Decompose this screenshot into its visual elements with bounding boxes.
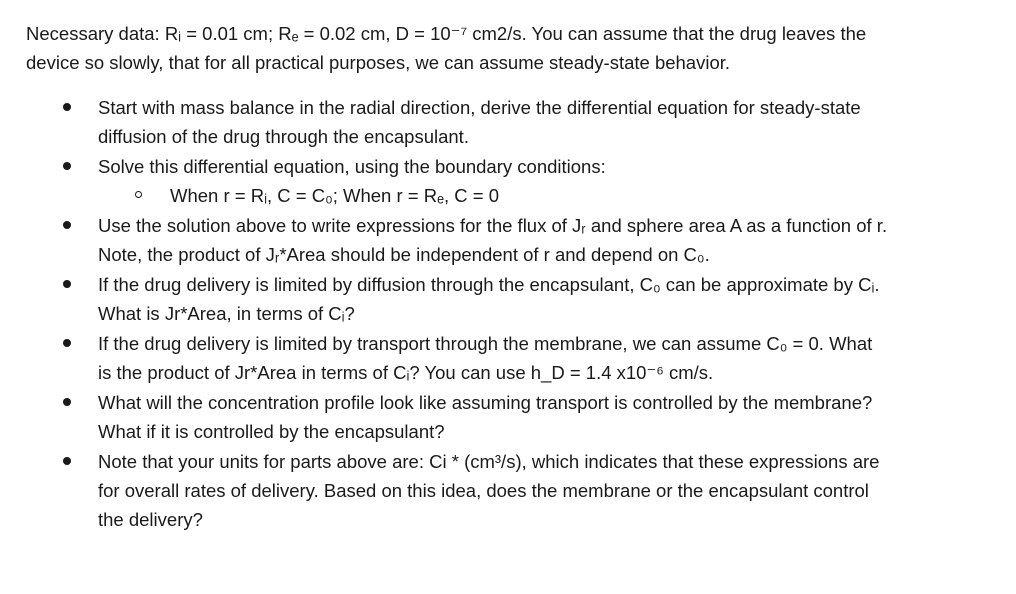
sub-list-item	[26, 181, 996, 210]
bullet-icon	[63, 103, 71, 111]
item-1-line-2: diffusion of the drug through the encapsulant.	[98, 126, 469, 147]
list-item	[26, 388, 996, 446]
intro-line-1: Necessary data: Rᵢ = 0.01 cm; Rₑ = 0.02 cm, D = 10⁻⁷ cm2/s. You can assume that the drug leaves the	[26, 23, 867, 44]
list-item	[26, 270, 996, 328]
item-3-line-1: Use the solution above to write expressions for the flux of Jᵣ and sphere area A as a function of r.	[98, 215, 888, 236]
item-7-line-3: the delivery?	[98, 509, 203, 530]
intro-paragraph	[26, 19, 996, 77]
list-item	[26, 93, 996, 151]
item-5-line-2: is the product of Jr*Area in terms of Cᵢ? You can use h_D = 1.4 x10⁻⁶ cm/s.	[98, 362, 714, 383]
item-5-line-1: If the drug delivery is limited by transport through the membrane, we can assume C₀ = 0. What	[98, 333, 873, 354]
bullet-icon	[63, 398, 71, 406]
item-1-line-1: Start with mass balance in the radial direction, derive the differential equation for steady-state	[98, 97, 861, 118]
document-page	[26, 19, 996, 535]
bullet-icon	[63, 339, 71, 347]
item-4-line-2: What is Jr*Area, in terms of Cᵢ?	[98, 303, 355, 324]
item-7-line-1: Note that your units for parts above are: Ci * (cm³/s), which indicates that these expressions are	[98, 451, 880, 472]
list-item	[26, 152, 996, 181]
hollow-bullet-icon	[135, 191, 142, 198]
list-item	[26, 211, 996, 269]
item-2-line-1: Solve this differential equation, using the boundary conditions:	[98, 156, 606, 177]
item-3-line-2: Note, the product of Jᵣ*Area should be independent of r and depend on C₀.	[98, 244, 710, 265]
item-4-line-1: If the drug delivery is limited by diffusion through the encapsulant, C₀ can be approximate by Cᵢ.	[98, 274, 880, 295]
item-6-line-1: What will the concentration profile look like assuming transport is controlled by the membrane?	[98, 392, 873, 413]
bullet-icon	[63, 162, 71, 170]
item-7-line-2: for overall rates of delivery. Based on this idea, does the membrane or the encapsulant control	[98, 480, 869, 501]
intro-line-2: device so slowly, that for all practical purposes, we can assume steady-state behavior.	[26, 52, 731, 73]
bullet-icon	[63, 221, 71, 229]
bullet-icon	[63, 457, 71, 465]
boundary-conditions: When r = Rᵢ, C = C₀; When r = Rₑ, C = 0	[170, 185, 499, 206]
list-item	[26, 447, 996, 534]
bullet-icon	[63, 280, 71, 288]
list-item	[26, 329, 996, 387]
question-list	[26, 93, 996, 534]
item-6-line-2: What if it is controlled by the encapsulant?	[98, 421, 445, 442]
